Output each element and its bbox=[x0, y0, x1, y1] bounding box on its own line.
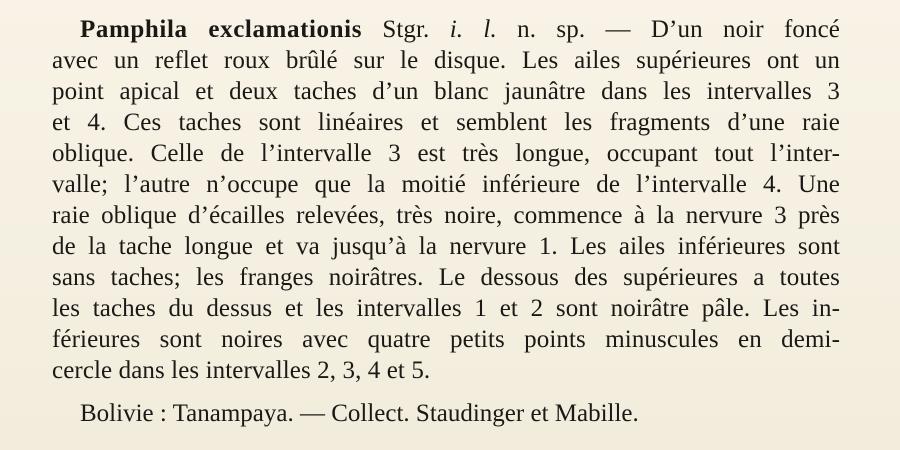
description-line: les taches du dessus et les intervalles 1 et 2 sont noirâtre pâle. Les in- bbox=[52, 295, 840, 322]
abbrev-l: l. bbox=[483, 16, 497, 43]
description-line: raie oblique d’écailles relevées, très noire, commence à la nervure 3 près bbox=[52, 202, 840, 229]
description-line: sans taches; les franges noirâtres. Le dessous des supérieures a toutes bbox=[52, 264, 840, 291]
description-line: avec un reflet roux brûlé sur le disque. Les ailes supérieures ont un bbox=[52, 47, 840, 74]
description-last-line: cercle dans les intervalles 2, 3, 4 et 5. bbox=[52, 357, 431, 384]
description-line: point apical et deux taches d’un blanc jaunâtre dans les intervalles 3 bbox=[52, 78, 840, 105]
abbrev-i: i. bbox=[449, 16, 464, 43]
description-line: valle; l’autre n’occupe que la moitié inférieure de l’intervalle 4. Une bbox=[52, 171, 840, 198]
description-line: de la tache longue et va jusqu’à la nervure 1. Les ailes inférieures sont bbox=[52, 233, 840, 260]
line1-space bbox=[463, 16, 483, 43]
species-description bbox=[52, 14, 840, 386]
author-abbrev: Stgr. bbox=[362, 16, 450, 43]
description-line: et 4. Ces taches sont linéaires et semblent les fragments d’une raie bbox=[52, 109, 840, 136]
species-name: Pamphila exclamationis bbox=[80, 16, 363, 43]
description-line: oblique. Celle de l’intervalle 3 est très longue, occupant tout l’inter- bbox=[52, 140, 840, 167]
locality-collection-line: Bolivie : Tanampaya. — Collect. Staudinger et Mabille. bbox=[80, 400, 639, 427]
description-line-1 bbox=[52, 14, 840, 45]
line1-rest: n. sp. — D’un noir foncé bbox=[496, 16, 840, 43]
description-line: férieures sont noires avec quatre petits points minuscules en demi- bbox=[52, 326, 840, 353]
